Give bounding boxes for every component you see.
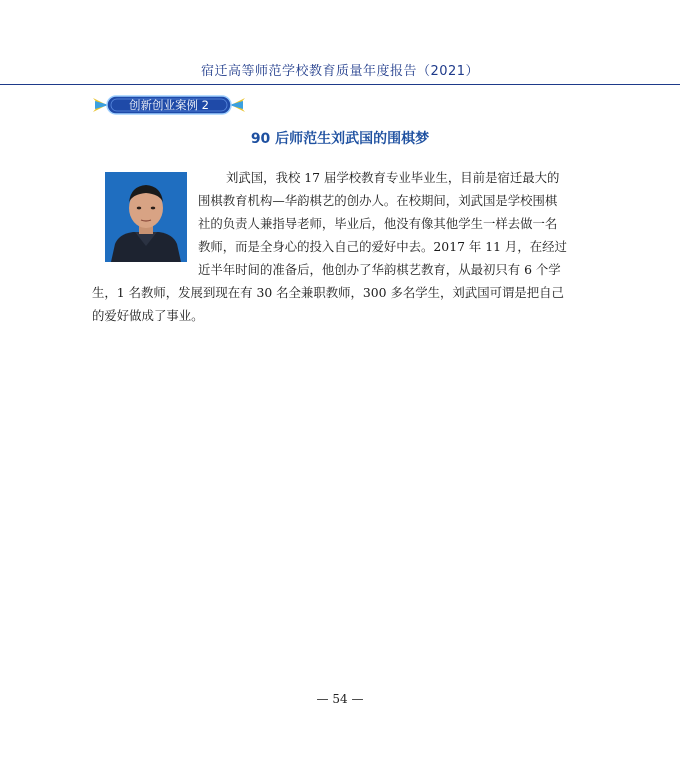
article-title: 90 后师范生刘武国的围棋梦 [250, 131, 430, 147]
article-line-1: 刘武国，我校 17 届学校教育专业毕业生，目前是宿迁最大的 [226, 170, 560, 185]
header-rule [0, 84, 680, 85]
case-badge [93, 95, 245, 115]
article-line-4: 教师，而是全身心的投入自己的爱好中去。2017 年 11 月，在经过 [198, 239, 567, 254]
portrait-photo [105, 172, 187, 262]
running-header: 宿迁高等师范学校教育质量年度报告（2021） [200, 64, 480, 79]
article-line-2: 围棋教育机构—华韵棋艺的创办人。在校期间，刘武国是学校围棋 [198, 193, 558, 208]
article-line-6: 生，1 名教师，发展到现在有 30 名全兼职教师，300 多名学生，刘武国可谓是把自己 [92, 285, 564, 300]
page-number: — 54 — [316, 692, 364, 706]
case-badge-label: 创新创业案例 2 [129, 98, 209, 112]
portrait-figure [105, 172, 187, 262]
article-line-7: 的爱好做成了事业。 [92, 308, 204, 323]
article-line-3: 社的负责人兼指导老师，毕业后，他没有像其他学生一样去做一名 [198, 216, 558, 231]
article-line-5: 近半年时间的准备后，他创办了华韵棋艺教育，从最初只有 6 个学 [198, 262, 561, 277]
